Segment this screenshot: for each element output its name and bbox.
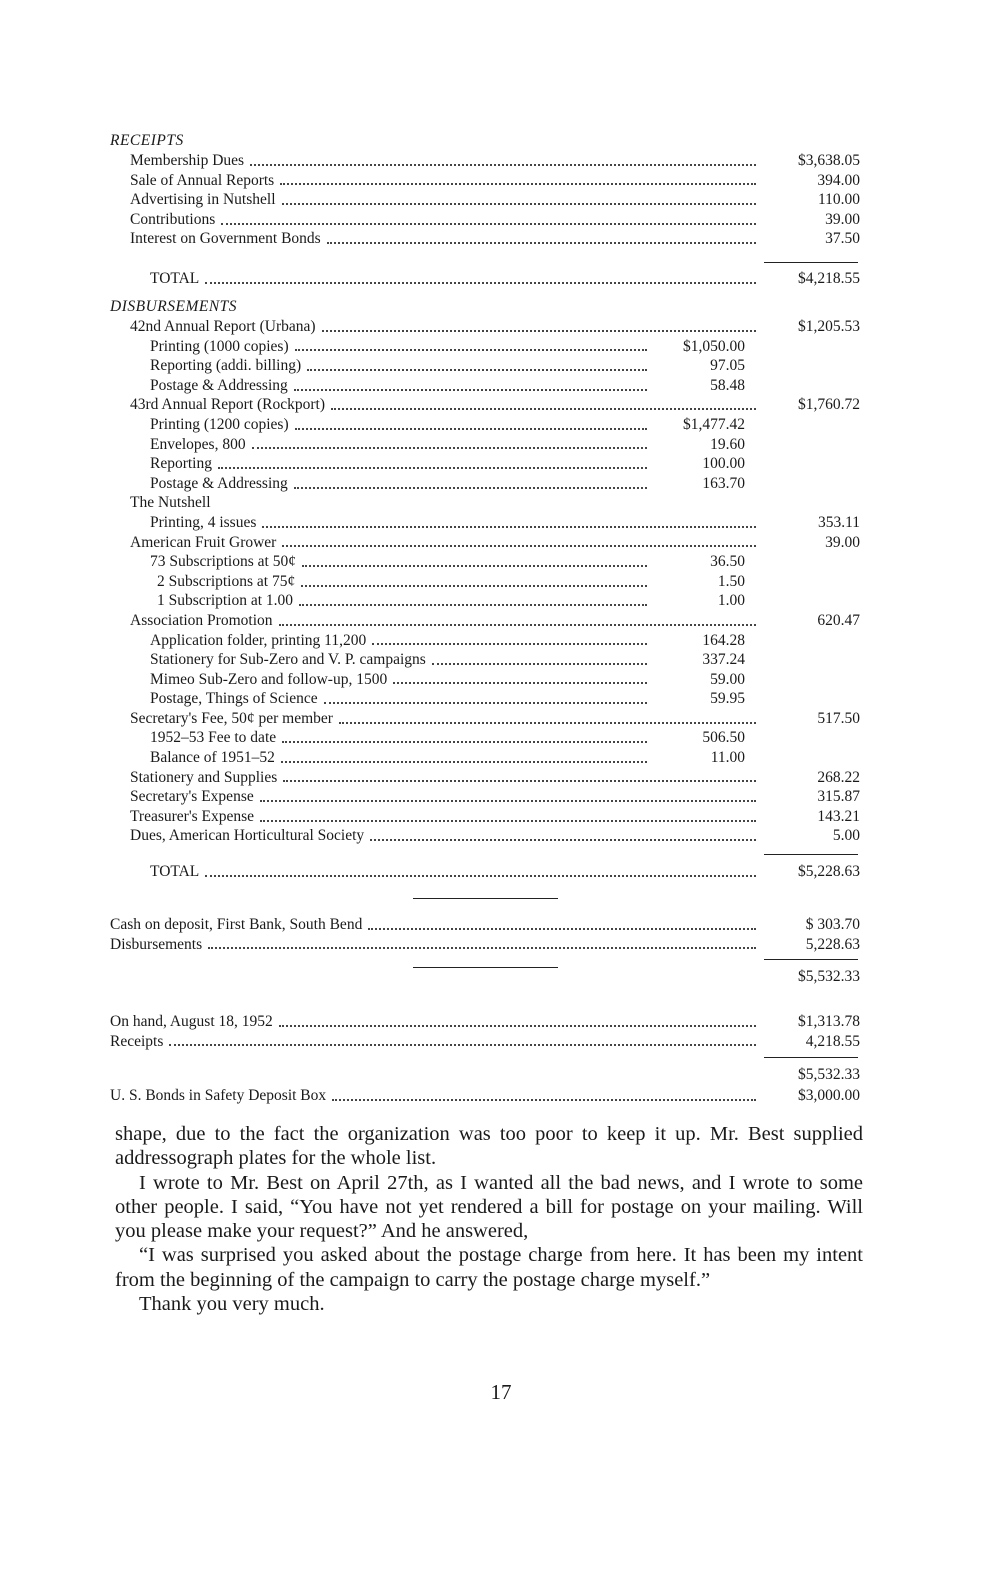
row-label: Printing, 4 issues: [150, 513, 257, 531]
dot-leader: [393, 682, 647, 684]
sub-amount: $1,050.00: [683, 337, 745, 355]
row-label: On hand, August 18, 1952: [110, 1013, 273, 1030]
ledger-row: [110, 317, 860, 337]
dot-leader: [280, 183, 756, 185]
row-label: Envelopes, 800: [150, 435, 246, 453]
amount: $5,532.33: [798, 1066, 860, 1083]
dot-leader: [294, 389, 647, 391]
sub-amount: 97.05: [710, 357, 745, 375]
row-label: Postage & Addressing: [150, 474, 288, 492]
ledger-row: [110, 826, 860, 846]
dot-leader: [432, 663, 647, 665]
row-label: Application folder, printing 11,200: [150, 631, 367, 649]
row-label: Receipts: [110, 1032, 164, 1050]
row-label: The Nutshell: [130, 494, 211, 512]
dot-leader: [281, 761, 647, 763]
total-rule: [764, 959, 858, 960]
sub-amount: $1,477.42: [683, 415, 745, 433]
amount: $1,313.78: [798, 1013, 860, 1030]
sub-amount: 506.50: [702, 729, 745, 747]
dot-leader: [282, 203, 756, 205]
row-label: 1952–53 Fee to date: [150, 729, 277, 747]
amount: 268.22: [817, 768, 860, 786]
dot-leader: [339, 722, 756, 724]
dot-leader: [368, 928, 756, 930]
row-label: Postage & Addressing: [150, 376, 288, 394]
dot-leader: [302, 565, 647, 567]
ledger-row: [110, 1012, 860, 1032]
row-label: Disbursements: [110, 935, 203, 953]
ledger-row: [110, 935, 860, 955]
paragraph: I wrote to Mr. Best on April 27th, as I wanted all the bad news, and I wrote to some other people. I said, “You have not yet rendered a bill for postage on your mailing. Will you please make your request?” And he answered,: [115, 1171, 863, 1243]
dot-leader: [260, 820, 756, 822]
dot-leader: [279, 624, 756, 626]
ledger-row: [110, 631, 860, 651]
ledger-row: [110, 650, 860, 670]
receipts-rows: [110, 151, 860, 249]
disbursements-rows: [110, 317, 860, 846]
sub-amount: 36.50: [710, 553, 745, 571]
row-label: Dues, American Horticultural Society: [130, 827, 365, 845]
row-label: 1 Subscription at 1.00: [157, 592, 294, 610]
total-rule: [764, 262, 858, 263]
amount: 39.00: [825, 210, 860, 228]
row-label: 42nd Annual Report (Urbana): [130, 318, 316, 335]
row-label: Reporting (addi. billing): [150, 357, 302, 375]
ledger-row: [110, 807, 860, 827]
sub-amount: 19.60: [710, 435, 745, 453]
dot-leader: [169, 1044, 756, 1046]
amount: 315.87: [817, 788, 860, 806]
ledger-row: [110, 768, 860, 788]
sub-amount: 1.50: [717, 572, 745, 590]
dot-leader: [252, 447, 647, 449]
paragraph: shape, due to the fact the organization was too poor to keep it up. Mr. Best supplied addressograph plates for the whole list.: [115, 1123, 863, 1170]
amount: 4,218.55: [805, 1032, 860, 1050]
sub-amount: 59.00: [710, 670, 745, 688]
dot-leader: [332, 1099, 756, 1101]
receipts-total: [110, 269, 860, 289]
row-label: Postage, Things of Science: [150, 690, 318, 708]
row-label: TOTAL: [150, 270, 200, 287]
amount: $4,218.55: [798, 270, 860, 287]
ledger-row: [110, 1086, 860, 1106]
sub-amount: 163.70: [702, 474, 745, 492]
amount: 353.11: [817, 513, 860, 531]
amount: 5,228.63: [805, 935, 860, 953]
sub-amount: 337.24: [702, 651, 745, 669]
reconcile-deposit: [110, 915, 860, 985]
paragraph: “I was surprised you asked about the postage charge from here. It has been my intent from the beginning of the campaign to carry the postage charge myself.”: [115, 1244, 863, 1291]
section-divider: [413, 967, 558, 968]
receipts-heading: RECEIPTS: [110, 132, 184, 149]
reconcile-hand-total: [110, 1065, 860, 1085]
ledger-row: [110, 728, 860, 748]
dot-leader: [370, 839, 756, 841]
dot-leader: [250, 164, 756, 166]
dot-leader: [331, 408, 756, 410]
row-label: 2 Subscriptions at 75¢: [157, 572, 296, 590]
ledger-row: [110, 151, 860, 171]
row-label: Cash on deposit, First Bank, South Bend: [110, 916, 363, 933]
dot-leader: [208, 947, 756, 949]
ledger-row: [110, 591, 860, 611]
ledger-row: [110, 533, 860, 553]
row-label: Association Promotion: [130, 611, 273, 629]
row-label: Balance of 1951–52: [150, 749, 275, 767]
disbursements-total: [110, 862, 860, 882]
ledger-row: [110, 862, 860, 882]
reconcile-deposit-total: [110, 967, 860, 987]
ledger-row: [110, 229, 860, 249]
row-label: TOTAL: [150, 863, 200, 880]
ledger-row: [110, 493, 860, 513]
disbursements-section: [110, 297, 860, 880]
amount: $3,000.00: [798, 1087, 860, 1104]
dot-leader: [295, 428, 647, 430]
dot-leader: [295, 349, 647, 351]
total-rule: [764, 1057, 858, 1058]
ledger-row: [110, 572, 860, 592]
ledger-row: [110, 356, 860, 376]
dot-leader: [324, 702, 647, 704]
ledger-row: [110, 210, 860, 230]
page-number: 17: [490, 1380, 512, 1404]
ledger-row: [110, 376, 860, 396]
ledger-row: [110, 748, 860, 768]
row-label: American Fruit Grower: [130, 533, 277, 551]
dot-leader: [282, 545, 756, 547]
ledger-row: [110, 435, 860, 455]
row-label: Secretary's Fee, 50¢ per member: [130, 709, 333, 727]
sub-amount: 100.00: [702, 455, 745, 473]
dot-leader: [205, 875, 756, 877]
row-label: Sale of Annual Reports: [130, 171, 275, 189]
row-label: Reporting: [150, 455, 212, 473]
receipts-section: [110, 131, 860, 287]
row-label: Treasurer's Expense: [130, 807, 255, 825]
ledger-row: [110, 415, 860, 435]
ledger-row: [110, 269, 860, 289]
row-label: 43rd Annual Report (Rockport): [130, 396, 326, 414]
sub-amount: 1.00: [717, 592, 745, 610]
disbursements-heading: DISBURSEMENTS: [110, 298, 238, 315]
amount: 5.00: [832, 827, 860, 845]
dot-leader: [299, 604, 647, 606]
total-rule: [764, 854, 858, 855]
sub-amount: 11.00: [710, 749, 745, 767]
ledger-row: [110, 171, 860, 191]
amount: 39.00: [825, 533, 860, 551]
dot-leader: [279, 1025, 756, 1027]
amount: 517.50: [817, 709, 860, 727]
sub-amount: 58.48: [710, 376, 745, 394]
dot-leader: [307, 369, 647, 371]
row-label: Contributions: [130, 210, 216, 228]
amount: $1,205.53: [798, 318, 860, 335]
ledger-row: [110, 454, 860, 474]
ledger-row: [110, 670, 860, 690]
ledger-row: [110, 395, 860, 415]
amount: $5,228.63: [798, 863, 860, 880]
amount: 620.47: [817, 611, 860, 629]
dot-leader: [301, 585, 647, 587]
reconcile-hand: [110, 1012, 860, 1104]
dot-leader: [282, 741, 647, 743]
ledger-row: [110, 474, 860, 494]
ledger-row: [110, 513, 860, 533]
dot-leader: [221, 223, 756, 225]
dot-leader: [260, 800, 756, 802]
dot-leader: [372, 643, 647, 645]
ledger-row: [110, 552, 860, 572]
dot-leader: [283, 780, 756, 782]
reconcile-hand-rows: [110, 1012, 860, 1051]
ledger-row: [110, 709, 860, 729]
ledger-row: [110, 337, 860, 357]
bonds-row: [110, 1086, 860, 1106]
row-label: 73 Subscriptions at 50¢: [150, 553, 296, 571]
row-label: Stationery for Sub-Zero and V. P. campaigns: [150, 651, 426, 669]
amount: 143.21: [817, 807, 860, 825]
section-divider: [413, 898, 558, 899]
amount: $5,532.33: [798, 968, 860, 985]
row-label: Interest on Government Bonds: [130, 230, 321, 248]
reconcile-deposit-rows: [110, 915, 860, 954]
ledger-row: [110, 1032, 860, 1052]
sub-amount: 164.28: [702, 631, 745, 649]
dot-leader: [327, 242, 756, 244]
ledger-row: [110, 689, 860, 709]
row-label: Advertising in Nutshell: [130, 191, 276, 209]
amount: $ 303.70: [805, 916, 860, 933]
dot-leader: [294, 487, 647, 489]
ledger-row: [110, 787, 860, 807]
row-label: Membership Dues: [130, 152, 245, 169]
row-label: Stationery and Supplies: [130, 768, 278, 786]
row-label: Mimeo Sub-Zero and follow-up, 1500: [150, 670, 388, 688]
dot-leader: [322, 330, 756, 332]
sub-amount: 59.95: [710, 690, 745, 708]
row-label: Secretary's Expense: [130, 788, 254, 806]
amount: 394.00: [817, 171, 860, 189]
row-label: Printing (1000 copies): [150, 337, 289, 355]
dot-leader: [262, 526, 756, 528]
amount: 37.50: [825, 230, 860, 248]
body-text: [115, 1122, 863, 1316]
amount: $3,638.05: [798, 152, 860, 169]
row-label: Printing (1200 copies): [150, 415, 289, 433]
ledger-row: [110, 611, 860, 631]
paragraph: Thank you very much.: [139, 1293, 325, 1316]
dot-leader: [205, 282, 756, 284]
dot-leader: [218, 467, 647, 469]
ledger-row: [110, 190, 860, 210]
amount: $1,760.72: [798, 396, 860, 414]
ledger-row: [110, 915, 860, 935]
amount: 110.00: [817, 191, 860, 209]
row-label: U. S. Bonds in Safety Deposit Box: [110, 1087, 327, 1104]
